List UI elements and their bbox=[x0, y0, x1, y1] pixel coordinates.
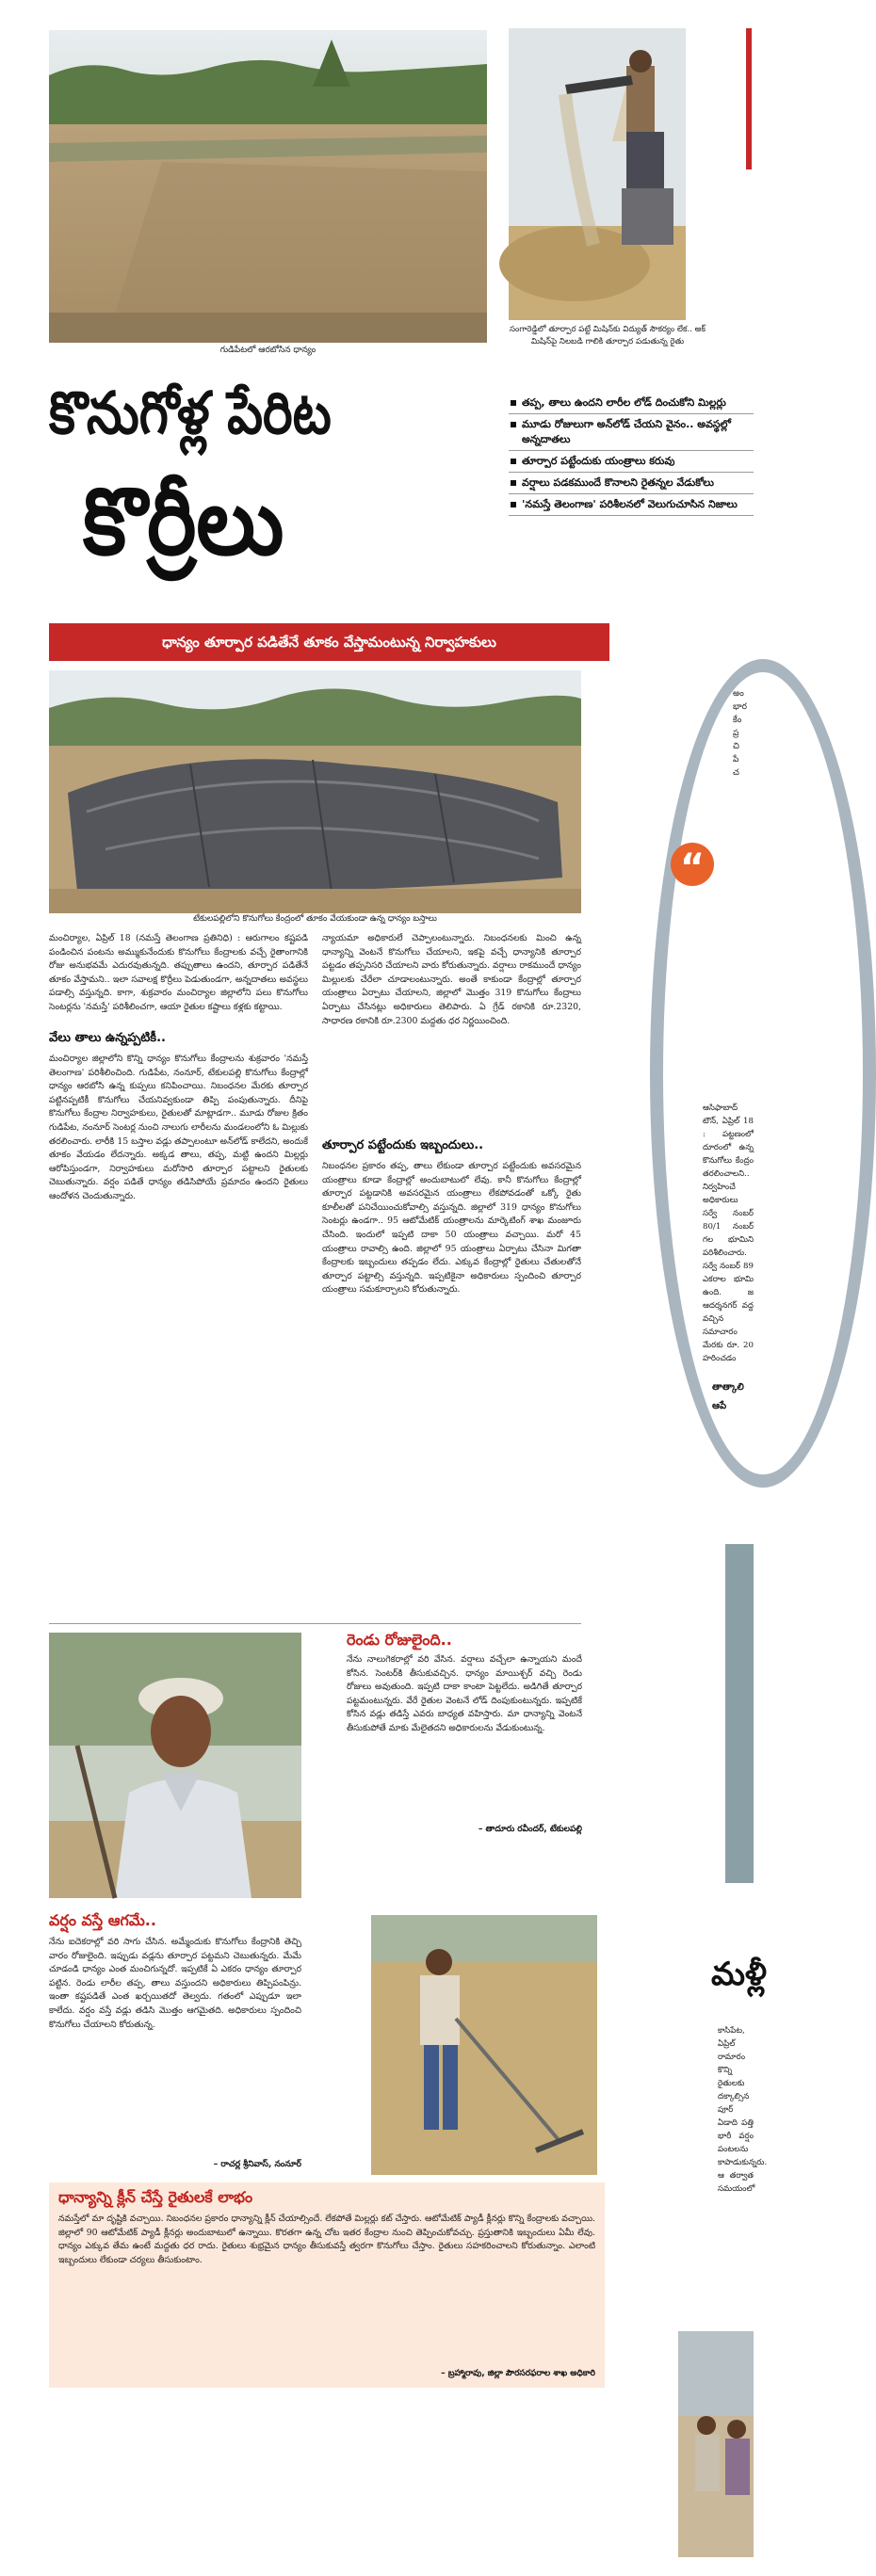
quote1-author: – తాదూరు రవీందర్, టేకులపల్లి bbox=[478, 1825, 582, 1834]
article-col2-subhead: తూర్పార పట్టేందుకు ఇబ్బందులు.. bbox=[322, 1138, 484, 1152]
quote1-title: రెండు రోజులైంది.. bbox=[347, 1631, 452, 1649]
article-col1-para1: మంచిర్యాల, ఏప్రిల్ 18 (నమస్తే తెలంగాణ ప్రతినిధి) : ఆరుగాలం కష్టపడి పండించిన పంటను అమ్ముకునేందుకు కొనుగోలు కేంద్రాలకు వచ్చే రైతాంగానికి రోజు అనుభవమే ఎదురవుతున్నది. తప్పుతాలు ఉందని, తూర్పార పడితేనే తూకం వేస్తామని.. ఇలా సవాలక్ష కొర్రీలు పెడుతుండగా, అన్నదాతలు అవస్థలు పడాల్సి వస్తున్నది. కాగా, శుక్రవారం మంచిర్యాల జిల్లాలోని పలు కొనుగోలు సెంటర్లను 'నమస్తే' పరిశీలించగా, ఆయా రైతుల కష్టాలు కళ్లకు కట్టాయి. bbox=[49, 933, 308, 1012]
quote2-title: వర్షం వస్తే ఆగమే.. bbox=[49, 1911, 156, 1929]
highlight-item: 'నమస్తే తెలంగాణ' పరిశీలనలో వెలుగుచూసిన నిజాలు bbox=[509, 497, 754, 512]
quote-icon: “ bbox=[671, 843, 714, 886]
officer-box-text: నమస్తేలో మా దృష్టికి వచ్చాయి. నిబంధనల ప్రకారం ధాన్యాన్ని క్లీన్ చేయాల్సిందే. లేకపోతే మిల్లర్లు కట్ చేస్తారు. ఆటోమేటిక్ ప్యాడీ క్లీనర్లు కొన్ని కేంద్రాలకు వచ్చాయి. జిల్లాలో 90 ఆటోమేటిక్ ప్యాడీ క్లీనర్లు అందుబాటులో ఉన్నాయి. కొరతగా ఉన్న చోట ఇతర కేంద్రాల నుంచి తెప్పించుకోవచ్చు. ప్రస్తుతానికి ఇబ్బందులు ఏమీ లేవు. ధాన్యం ఎక్కువ తేమ ఉంటే మద్దతు ధర రాదు. రైతులు శుభ్రమైన ధాన్యం తీసుకువస్తే త్వరగా కొనుగోలు చేస్తాం. రైతులు సహకరించాలని కోరుతున్నాం. ఎలాంటి ఇబ్బందులు లేకుండా చర్యలు తీసుకుంటాం. bbox=[58, 2214, 595, 2265]
divider bbox=[49, 1623, 581, 1624]
officer-box-title: ధాన్యాన్ని క్లీన్ చేస్తే రైతులకే లాభం bbox=[58, 2188, 253, 2206]
photo-covered-grain-bags bbox=[49, 670, 581, 913]
article-col2-para1: న్యాయమా అధికారులే చెప్పాలంటున్నారు. నిబంధనలకు మించి ఉన్న ధాన్యాన్ని వెంటనే కొనుగోలు చేయాలని, ఇకపై వచ్చే ధాన్యానికి తూర్పార పట్టడం తప్పనిసరి చేయాలని వారు కోరుతున్నారు. వర్షాలు రాకముందే ధాన్యం మిల్లులకు చేరేలా చూడాలంటున్నారు. అంతే కాకుండా కేంద్రాల్లో తూర్పార యంత్రాలు ఏర్పాటు చేయాలని, జిల్లాలో మొత్తం 319 కొనుగోలు కేంద్రాలు ఏర్పాటు చేసినట్లు అధికారులు తెలిపారు. ఏ గ్రేడ్ రకానికి రూ.2320, సాధారణ రకానికి రూ.2300 మద్దతు ధర నిర్ణయించింది. bbox=[322, 933, 581, 1026]
article-col1-subhead: వేలు తాలు ఉన్నప్పటికీ.. bbox=[49, 1031, 166, 1045]
highlight-item: తప్ప, తాలు ఉందని లారీల లోడ్ దించుకోని మిల్లర్లు bbox=[509, 395, 754, 411]
photo-farmer-raking bbox=[371, 1915, 597, 2175]
side-photo-2 bbox=[678, 2331, 754, 2557]
highlight-item: తూర్పార పట్టేందుకు యంత్రాలు కరువు bbox=[509, 454, 754, 469]
highlight-item: వర్షాలు పడకముందే కొనాలని రైతన్నల వేడుకోలు bbox=[509, 475, 754, 491]
side-snippet-1: అం భార కేం ప్ర చి పే చ bbox=[733, 689, 747, 778]
highlight-list bbox=[509, 395, 754, 519]
photo-farmer-winnowing bbox=[509, 28, 686, 320]
edge-bar bbox=[746, 28, 752, 169]
headline-line1: కొనుగోళ్ల పేరిట bbox=[49, 378, 332, 447]
side-snippet-2: ఆసిఫాబాద్ టౌన్, ఏప్రిల్ 18 : పట్టణంలో దూరంలో ఉన్న కొనుగోలు కేంద్రం తరలించాలని.. నిర్వహించే అధికారులు సర్వే నంబర్ 80/1 నంబర్ గల భూమిని పరిశీలించారు. సర్వే నంబర్ 89 ఎకరాల భూమి ఉంది. జ ఆదర్శనగర్ వద్ద వచ్చిన సమాచారం మేరకు రూ. 20 హరించడం bbox=[703, 1103, 754, 1363]
photo2-caption: సంగారెడ్డిలో తూర్పార పట్టే మిషిన్‌కు విద్యుత్ సౌకర్యం లేక.. అక్‌ మిషిన్‌పై నిలబడి గాలికి తూర్పార పడుతున్న రైతు bbox=[510, 325, 706, 346]
side-photo-1 bbox=[725, 1544, 754, 1883]
side-snippet-4: కాసిపేట, ఏప్రిల్ రామారం కొన్ని రైతులకు దక్కాల్సిన పూర్ ఏడాది పత్తి భారీ వర్షం పంటలను కాపాడుకున్నరు. ఆ తర్వాత సమయంలో bbox=[718, 2026, 768, 2194]
side-headline: మళ్లీ bbox=[711, 1956, 767, 1993]
photo-farmer-portrait bbox=[49, 1633, 301, 1898]
highlight-item: మూడు రోజులుగా అన్‌లోడ్ చేయని వైనం.. అవస్థల్లో అన్నదాతలు bbox=[509, 417, 754, 447]
photo3-caption: టేకులపల్లిలోని కొనుగోలు కేంద్రంలో తూకం వేయకుండా ఉన్న ధాన్యం బస్తాలు bbox=[193, 914, 437, 924]
quote1-text: నేను నాలుగెకరాల్లో వరి వేసిన. వర్షాలు వచ్చేలా ఉన్నాయని మందే కోసిన. సెంటర్‌కి తీసుకువచ్చిన. ధాన్యం మాయిశ్చర్ వచ్చి రెండు రోజులు అవుతుంది. ఇప్పటి దాకా కాంటా పెట్టలేదు. అడిగితే తూర్పార పట్టమంటున్నరు. వేరే రైతుల వెంటనే లోడ్ దింపుకుంటున్నరు. ఇప్పటికే కోసిన వడ్లు తడిస్తే ఎవరు బాధ్యత వహిస్తారు. మా ధాన్యాన్ని వెంటనే తీసుకుపోతే మాకు మేలైతదని అధికారులను వేడుకుంటున్న. bbox=[347, 1654, 582, 1733]
quote2-author: – రాచర్ల శ్రీనివాస్, నంనూర్ bbox=[213, 2160, 301, 2169]
article-col1-para2: మంచిర్యాల జిల్లాలోని కొన్ని ధాన్యం కొనుగోలు కేంద్రాలను శుక్రవారం 'నమస్తే తెలంగాణ' పరిశీలించింది. గుడిపేట, నంనూర్, టేకులపల్లి కొనుగోలు కేంద్రాల్లో ధాన్యం ఆరబోసి ఉన్న కుప్పలు కనిపించాయి. నిబంధనల మేరకు తూర్పార పట్టినప్పటికీ కొనుగోలు చేయనివ్వకుండా తిప్పి పంపుతున్నారు. దీనిపై కొనుగోలు కేంద్రాల నిర్వాహకులు, రైతులతో మాట్లాడగా.. మూడు రోజుల క్రితం గుడిపేట, నంనూర్ సెంటర్ల నుంచి నాలుగు లారీలను మండలంలోని ఓ మిల్లుకు తరలించారు. లారీకి 15 బస్తాల వడ్లు తప్పాలంటూ అన్‌లోడ్ కాలేదని, అందుకే తూకం వేయడం లేదన్నారు. అక్కడ తాలు, తప్ప, మట్టి ఉందని మిల్లర్లు ఆరోపిస్తుండగా, నిర్వాహకులు మరోసారి తూర్పార పట్టాలని రైతులకు చెబుతున్నారు. వర్షం పడితే ధాన్యం తడిసిపోయే ప్రమాదం ఉందని రైతులు ఆందోళన చెందుతున్నారు. bbox=[49, 1054, 308, 1201]
article-col2-para2: నిబంధనల ప్రకారం తప్ప, తాలు లేకుండా తూర్పార పట్టేందుకు అవసరమైన యంత్రాలు కూడా కేంద్రాల్లో అందుబాటులో లేవు. కానీ కొనుగోలు కేంద్రాల్లో తూర్పార పట్టడానికి అవసరమైన యంత్రాలు లేకపోవడంతో ఒక్కో రైతు కూలీలతో పనిచేయించుకోవాల్సి వస్తున్నది. జిల్లాలో 319 ధాన్యం కొనుగోలు సెంటర్లు ఉండగా.. 95 ఆటోమేటిక్ యంత్రాలను మార్కెటింగ్ శాఖ మంజూరు చేసింది. ఇందులో ఇప్పటి దాకా 50 యంత్రాలు వచ్చాయి. మరో 45 యంత్రాలు రావాల్సి ఉంది. జిల్లాలో 95 యంత్రాలు ఏర్పాటు చేసినా మిగతా కేంద్రాలకు ఇబ్బందులు తప్పడం లేదు. ఎక్కువ కేంద్రాల్లో రైతులు చేతులతోనే తూర్పార పట్టాల్సి వస్తున్నది. ఇప్పటికైనా అధికారులు స్పందించి తూర్పార యంత్రాలు సమకూర్చాలని కోరుతున్నారు. bbox=[322, 1161, 581, 1296]
side-panel-arc bbox=[650, 659, 876, 1488]
headline-line2: కొర్రీలు bbox=[83, 469, 284, 576]
photo1-caption: గుడిపేటలో ఆరబోసిన ధాన్యం bbox=[219, 346, 316, 355]
headline-banner: ధాన్యం తూర్పార పడితేనే తూకం వేస్తామంటున్న నిర్వాహకులు bbox=[49, 623, 609, 661]
quote2-text: నేను ఐదెకరాల్లో వరి సాగు చేసిన. అమ్మేందుకు కొనుగోలు కేంద్రానికి తెచ్చి వారం రోజులైంది. ఇప్పుడు వడ్లను తూర్పార పట్టమని చెబుతున్నరు. మేమే చూడండి ధాన్యం ఎంత మంచిగున్నదో. ఇప్పటికే ఏ ఎకరం ధాన్యం తూర్పార పట్టిన. రెండు లారీల తప్ప, తాలు వస్తుందని అధికారులు తిప్పిపంపిన్రు. ఇంతా కష్టపడితే ఎంత ఖర్చయితదో తెల్వదు. గతంలో ఎప్పుడూ ఇలా కాలేదు. వర్షం వస్తే వడ్లు తడిసి మొత్తం ఆగమైతది. అధికారులు స్పందించి కొనుగోలు చేయాలని కోరుతున్న. bbox=[49, 1937, 301, 2030]
side-snippet-2b: తాత్కాలి ఆపే bbox=[712, 1382, 744, 1411]
officer-box-author: – బ్రహ్మారావు, జిల్లా పౌరసరఫరాల శాఖ అధికారి bbox=[441, 2369, 595, 2378]
photo-grain-drying-field bbox=[49, 30, 487, 343]
